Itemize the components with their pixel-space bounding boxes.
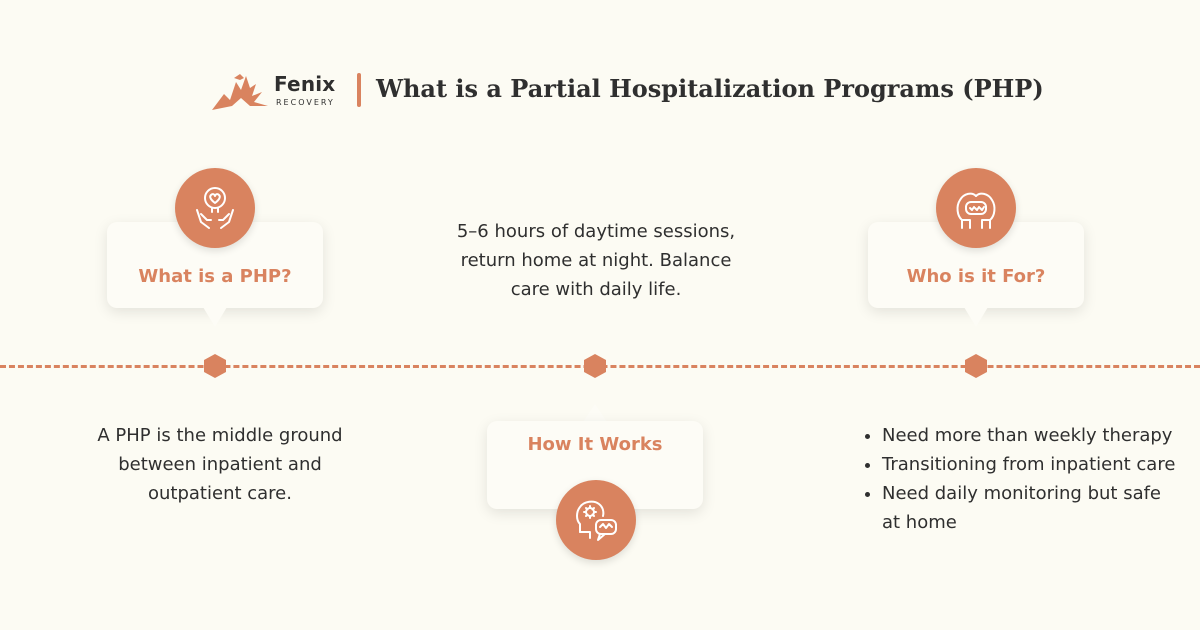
what-icon-circle	[175, 168, 255, 248]
header	[0, 70, 1200, 114]
who-icon-circle	[936, 168, 1016, 248]
how-label: How It Works	[527, 434, 663, 455]
what-card-pointer	[203, 307, 227, 327]
head-gear-chat-icon	[572, 496, 620, 544]
timeline-node-who	[963, 353, 989, 379]
what-label: What is a PHP?	[138, 266, 292, 287]
how-icon-circle	[556, 480, 636, 560]
two-heads-icon	[952, 184, 1000, 232]
how-card-pointer	[583, 404, 607, 422]
logo-name: Fenix	[274, 72, 336, 96]
what-description: A PHP is the middle ground between inpatient and outpatient care.	[97, 425, 343, 504]
header-divider	[357, 73, 361, 107]
how-description: 5–6 hours of daytime sessions, return home at night. Balance care with daily life.	[456, 221, 736, 300]
phoenix-icon	[210, 72, 272, 112]
list-item: • Need more than weekly therapy	[882, 421, 1182, 450]
fenix-logo[interactable]	[210, 70, 350, 114]
who-bullet-list	[856, 421, 1182, 537]
heart-hands-icon	[191, 184, 239, 232]
page-title: What is a Partial Hospitalization Programs (PHP)	[376, 74, 1044, 103]
timeline-node-how	[582, 353, 608, 379]
logo-subtitle: RECOVERY	[276, 98, 335, 107]
list-item: • Need daily monitoring but safe at home	[882, 479, 1182, 537]
who-label: Who is it For?	[906, 266, 1046, 287]
list-item: • Transitioning from inpatient care	[882, 450, 1182, 479]
timeline-node-what	[202, 353, 228, 379]
who-card-pointer	[964, 307, 988, 327]
